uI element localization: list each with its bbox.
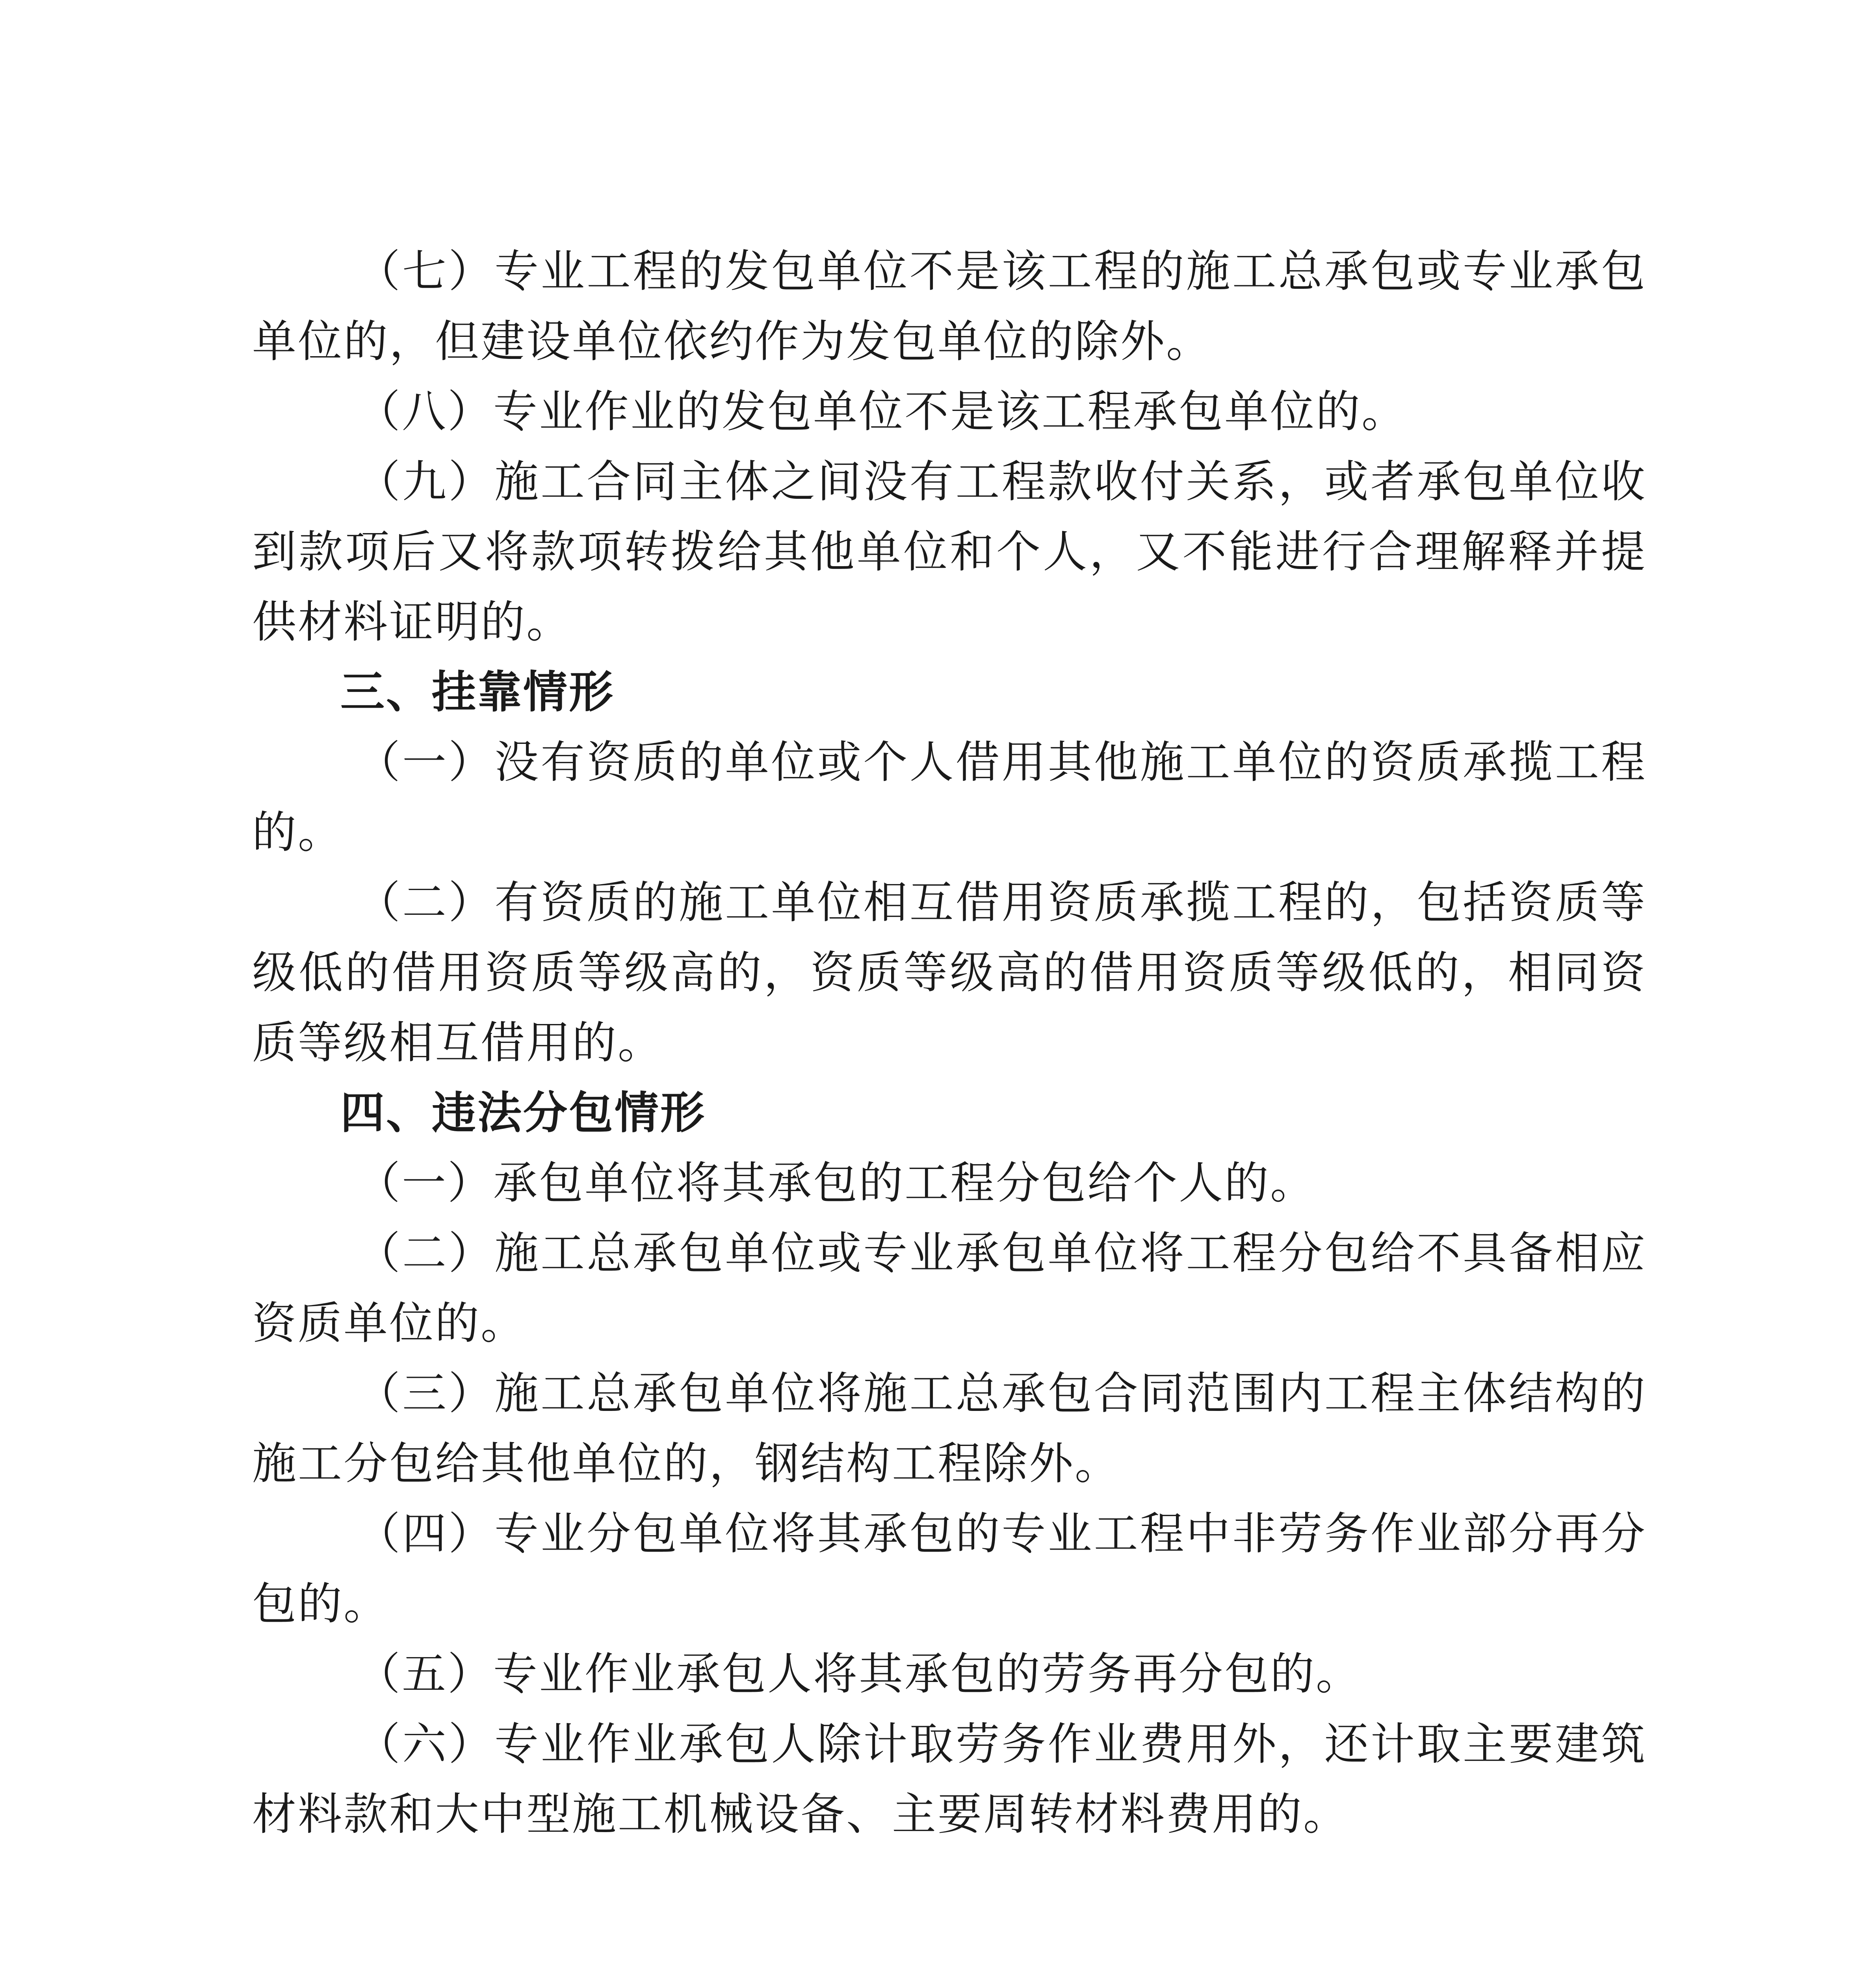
paragraph-ba: （八）专业作业的发包单位不是该工程承包单位的。 [356,386,1407,437]
guakao-paragraph-2: （二）有资质的施工单位相互借用资质承揽工程的，包括资质等级低的借用资质等级高的，资质等级高的借用资质等级低的，相同资质等级相互借用的。 [252,877,1647,1069]
section-heading-weifa-fenbao: 四、违法分包情形 [340,1087,706,1139]
paragraph-qi: （七）专业工程的发包单位不是该工程的施工总承包或专业承包单位的，但建设单位依约作为发包单位的除外。 [252,246,1647,367]
fenbao-paragraph-4: （四）专业分包单位将其承包的专业工程中非劳务作业部分再分包的。 [252,1508,1647,1630]
fenbao-paragraph-3: （三）施工总承包单位将施工总承包合同范围内工程主体结构的施工分包给其他单位的，钢结构工程除外。 [252,1368,1647,1489]
fenbao-paragraph-5: （五）专业作业承包人将其承包的劳务再分包的。 [356,1648,1361,1700]
section-heading-guakao: 三、挂靠情形 [340,667,615,718]
fenbao-paragraph-6: （六）专业作业承包人除计取劳务作业费用外，还计取主要建筑材料款和大中型施工机械设备、主要周转材料费用的。 [252,1719,1647,1840]
guakao-paragraph-1: （一）没有资质的单位或个人借用其他施工单位的资质承揽工程的。 [252,737,1647,858]
document-body [252,236,1647,1849]
fenbao-paragraph-1: （一）承包单位将其承包的工程分包给个人的。 [356,1158,1316,1209]
paragraph-jiu: （九）施工合同主体之间没有工程款收付关系，或者承包单位收到款项后又将款项转拨给其他单位和个人，又不能进行合理解释并提供材料证明的。 [252,456,1647,648]
fenbao-paragraph-2: （二）施工总承包单位或专业承包单位将工程分包给不具备相应资质单位的。 [252,1228,1647,1349]
